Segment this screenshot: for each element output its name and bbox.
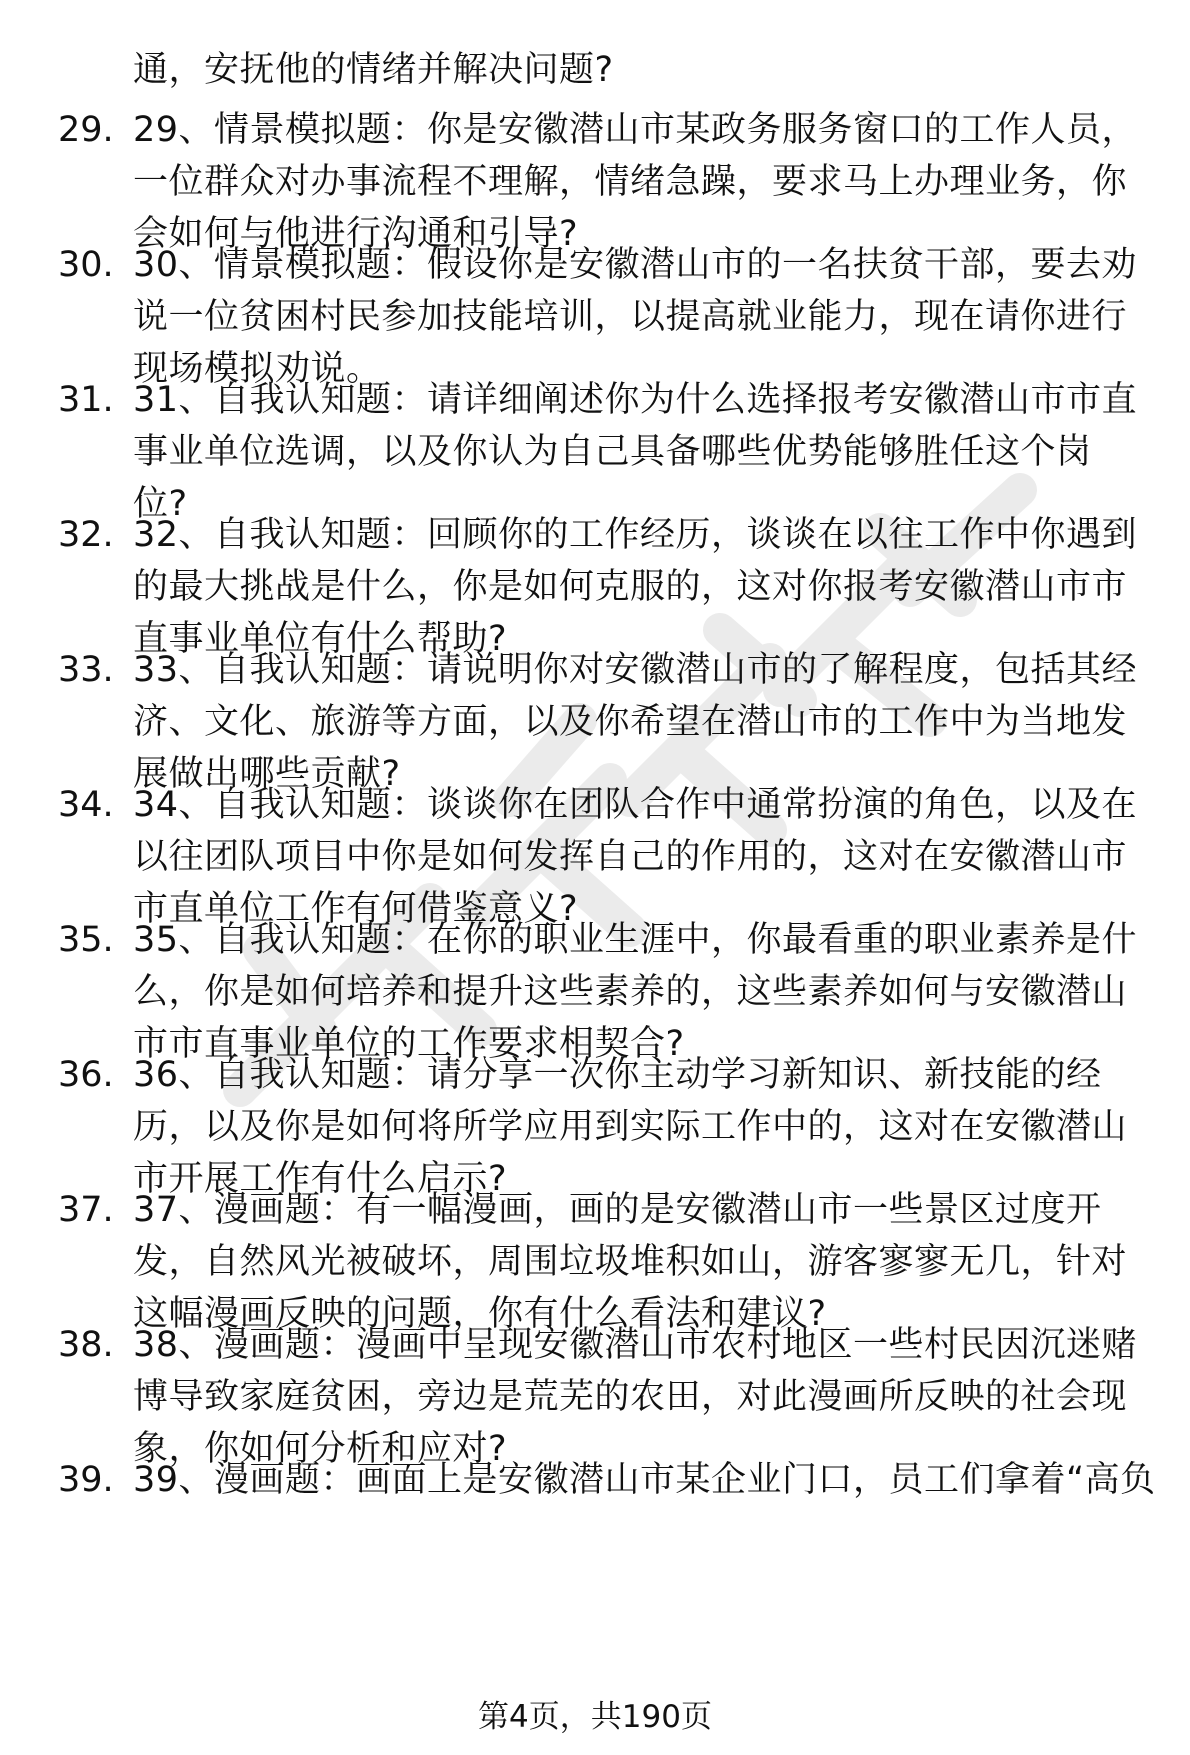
question-line: 济、文化、旅游等方面，以及你希望在潜山市的工作中为当地发: [133, 702, 1128, 742]
question-text: [133, 1454, 1156, 1506]
question-number: 30.: [58, 245, 114, 285]
question-line: 博导致家庭贫困，旁边是荒芜的农田，对此漫画所反映的社会现: [133, 1377, 1128, 1417]
question-number: 31.: [58, 380, 114, 420]
question-text: [133, 239, 1153, 395]
question-number: 33.: [58, 650, 114, 690]
question-line: 的最大挑战是什么，你是如何克服的，这对你报考安徽潜山市市: [133, 567, 1128, 607]
question-number: 36.: [58, 1055, 114, 1095]
question-number: 29.: [58, 110, 114, 150]
question-line: 36、自我认知题：请分享一次你主动学习新知识、新技能的经: [133, 1055, 1102, 1095]
page-footer: 第4页，共190页: [478, 1699, 712, 1735]
question-line: 34、自我认知题：谈谈你在团队合作中通常扮演的角色，以及在: [133, 785, 1138, 825]
question-line: 市直单位工作有何借鉴意义?: [133, 889, 579, 929]
question-line: 市开展工作有什么启示?: [133, 1159, 508, 1199]
question-line: 位?: [133, 484, 188, 524]
question-line: 30、情景模拟题：假设你是安徽潜山市的一名扶贫干部，要去劝: [133, 245, 1138, 285]
question-line: 32、自我认知题：回顾你的工作经历，谈谈在以往工作中你遇到: [133, 515, 1138, 555]
continued-question-text: 通，安抚他的情绪并解决问题?: [133, 50, 614, 90]
question-line: 29、情景模拟题：你是安徽潜山市某政务服务窗口的工作人员，: [133, 110, 1138, 150]
question-line: 发，自然风光被破坏，周围垃圾堆积如山，游客寥寥无几，针对: [133, 1242, 1128, 1282]
question-number: 35.: [58, 920, 114, 960]
question-text: [133, 1049, 1153, 1205]
question-text: [133, 1319, 1153, 1475]
question-text: [133, 644, 1153, 800]
question-line: 37、漫画题：有一幅漫画，画的是安徽潜山市一些景区过度开: [133, 1190, 1102, 1230]
question-line: 这幅漫画反映的问题，你有什么看法和建议?: [133, 1294, 827, 1334]
question-line: 现场模拟劝说。: [133, 349, 382, 389]
question-line: 31、自我认知题：请详细阐述你为什么选择报考安徽潜山市市直: [133, 380, 1138, 420]
question-line: 展做出哪些贡献?: [133, 754, 401, 794]
question-line: 33、自我认知题：请说明你对安徽潜山市的了解程度，包括其经: [133, 650, 1138, 690]
question-text: [133, 1184, 1153, 1340]
question-line: 象，你如何分析和应对?: [133, 1429, 508, 1469]
question-text: [133, 509, 1153, 665]
question-number: 37.: [58, 1190, 114, 1230]
question-number: 32.: [58, 515, 114, 555]
question-line: 35、自我认知题：在你的职业生涯中，你最看重的职业素养是什: [133, 920, 1138, 960]
question-line: 一位群众对办事流程不理解，情绪急躁，要求马上办理业务，你: [133, 162, 1128, 202]
question-text: [133, 914, 1153, 1070]
question-line: 以往团队项目中你是如何发挥自己的作用的，这对在安徽潜山市: [133, 837, 1128, 877]
question-text: [133, 374, 1153, 530]
question-line: 会如何与他进行沟通和引导?: [133, 214, 579, 254]
question-line: 38、漫画题：漫画中呈现安徽潜山市农村地区一些村民因沉迷赌: [133, 1325, 1138, 1365]
question-line: 39、漫画题：画面上是安徽潜山市某企业门口，员工们拿着“高负: [133, 1460, 1156, 1500]
question-line: 历，以及你是如何将所学应用到实际工作中的，这对在安徽潜山: [133, 1107, 1128, 1147]
question-number: 39.: [58, 1460, 114, 1500]
question-text: [133, 779, 1153, 935]
question-number: 34.: [58, 785, 114, 825]
question-line: 直事业单位有什么帮助?: [133, 619, 508, 659]
question-line: 说一位贫困村民参加技能培训，以提高就业能力，现在请你进行: [133, 297, 1128, 337]
question-line: 事业单位选调，以及你认为自己具备哪些优势能够胜任这个岗: [133, 432, 1092, 472]
question-number: 38.: [58, 1325, 114, 1365]
question-line: 么，你是如何培养和提升这些素养的，这些素养如何与安徽潜山: [133, 972, 1128, 1012]
question-text: [133, 104, 1153, 260]
question-line: 市市直事业单位的工作要求相契合?: [133, 1024, 685, 1064]
